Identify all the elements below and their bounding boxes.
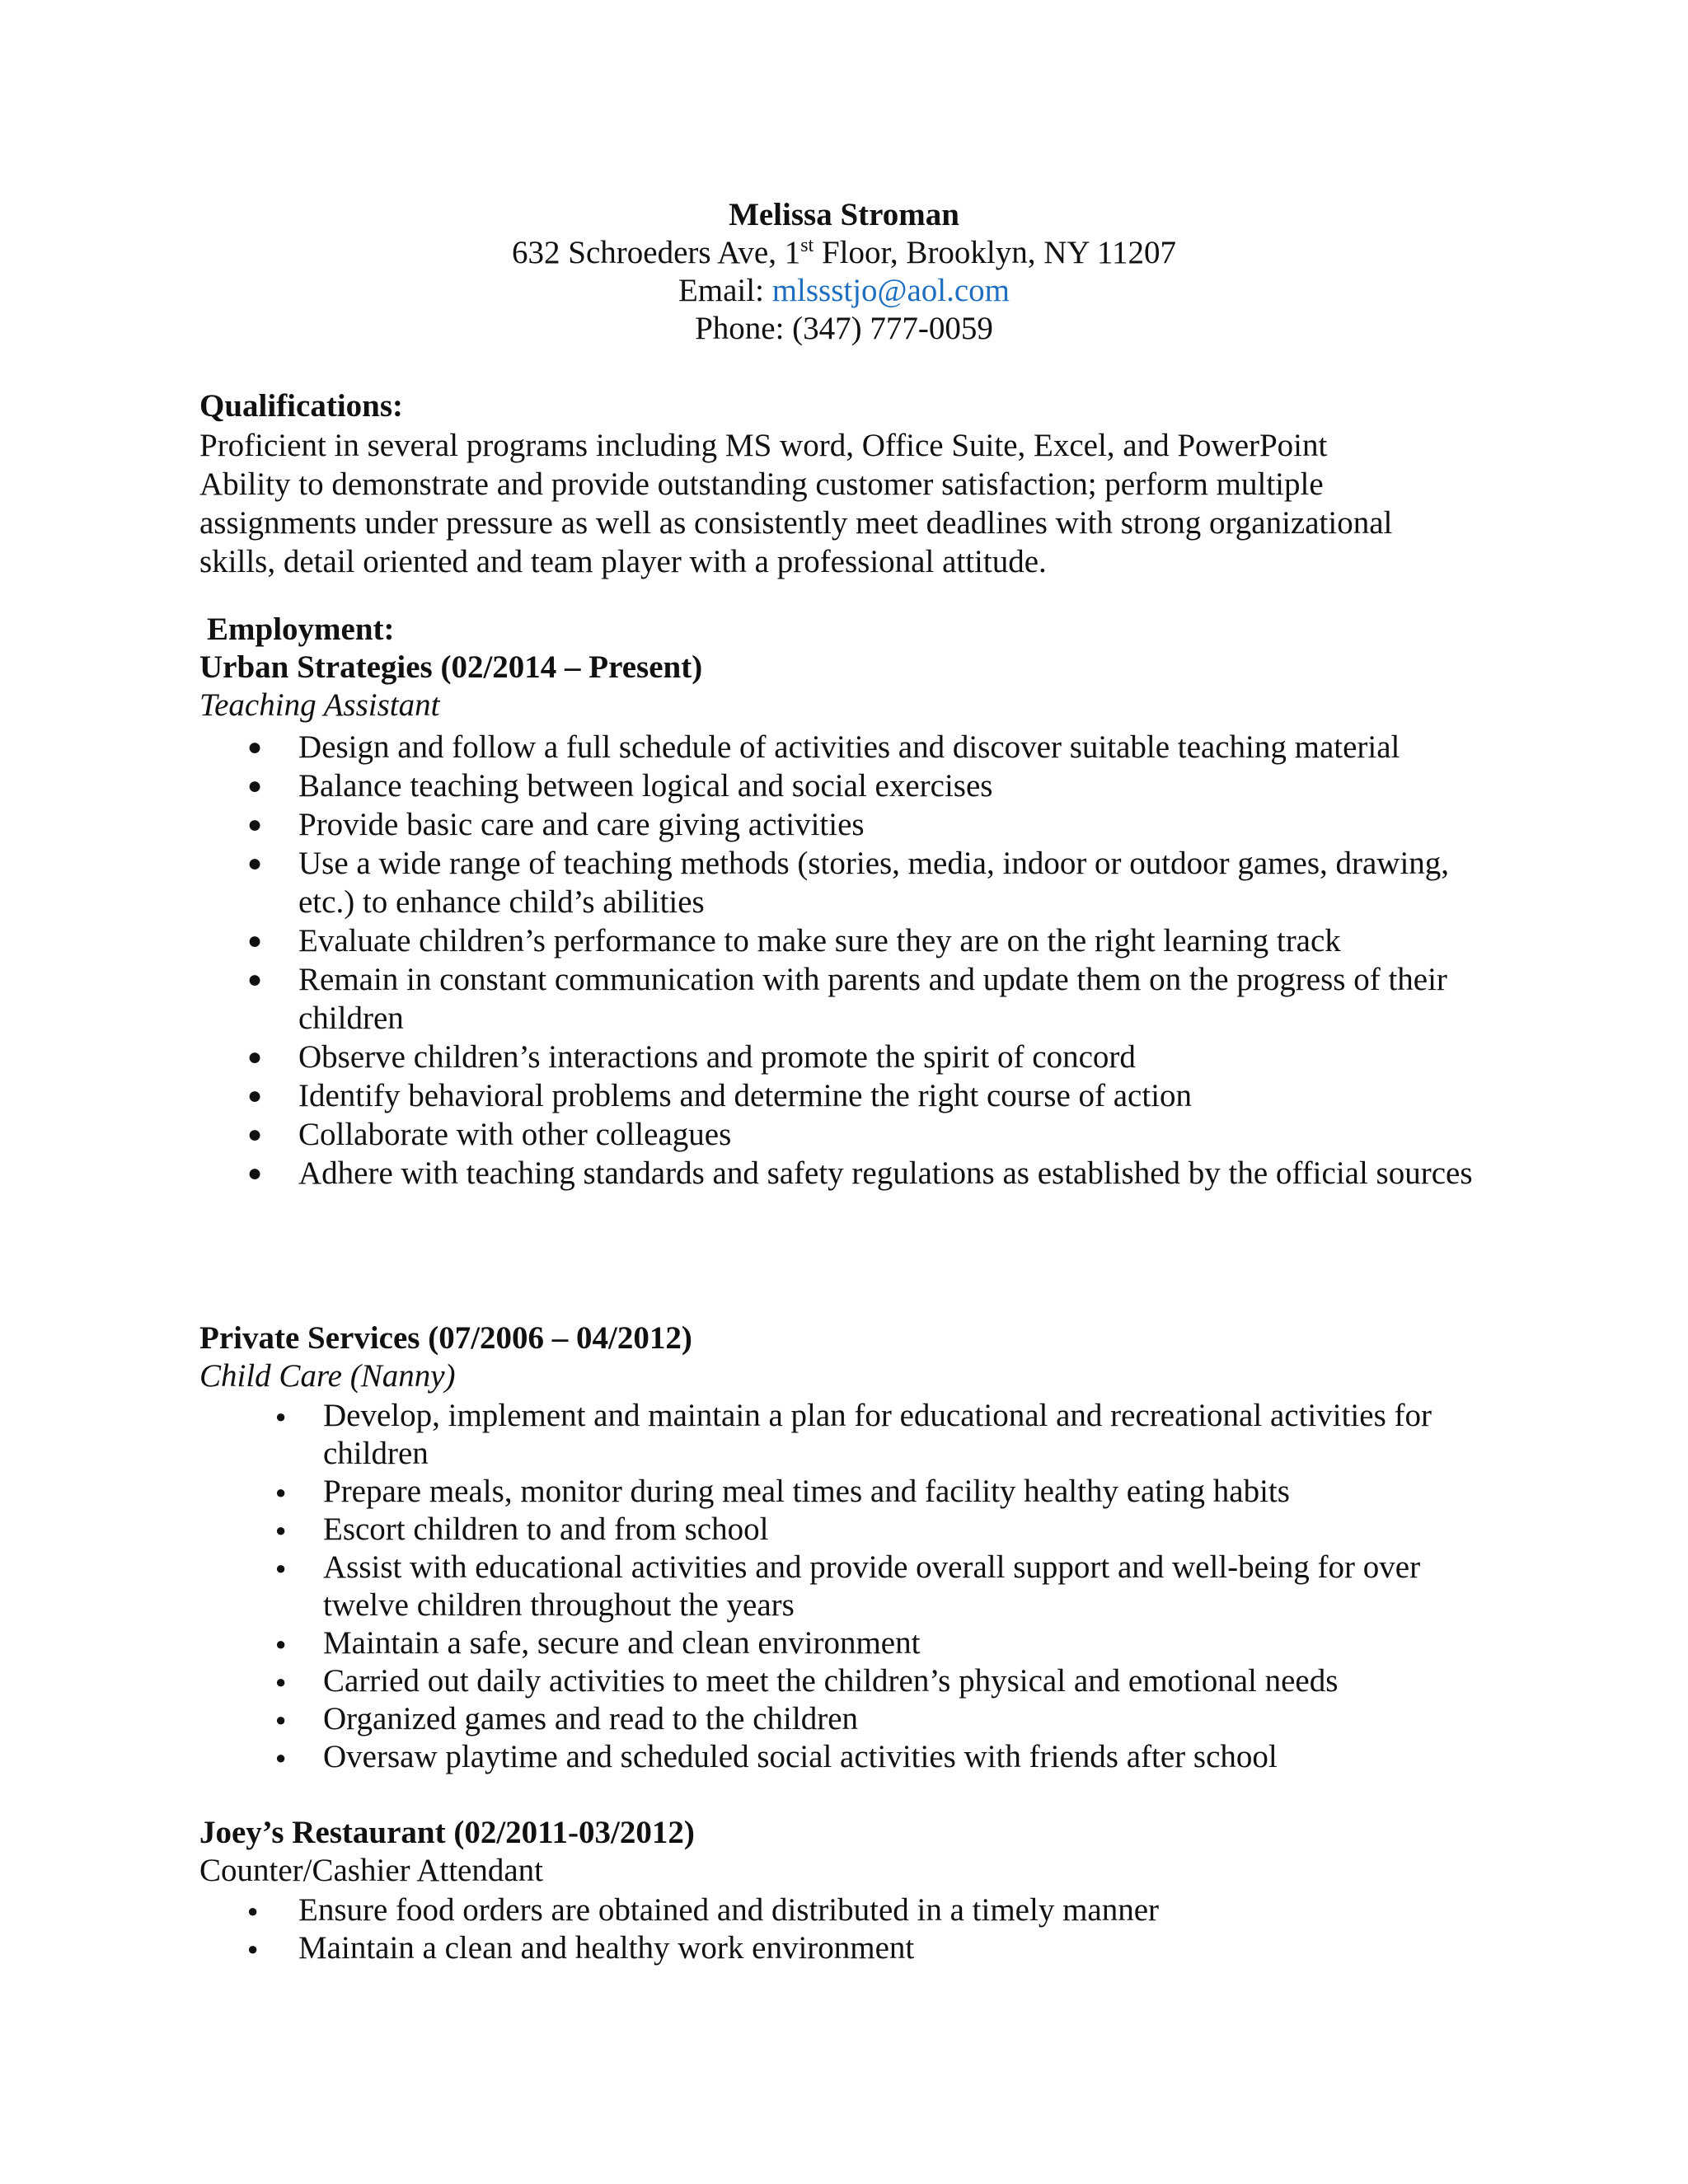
job-role-counter-cashier: Counter/Cashier Attendant [199,1853,544,1888]
qualification-line: assignments under pressure as well as consistently meet deadlines with strong organizational [199,505,1393,541]
list-item: ● Use a wide range of teaching methods (stories, media, indoor or outdoor games, drawing, etc.) to enhance child’s abilities [247,846,1450,920]
address-rest: Floor, Brooklyn, NY 11207 [814,235,1176,270]
list-item: ● Balance teaching between logical and social exercises [247,768,993,804]
bullet-icon: ● [247,1121,263,1148]
address-main: 632 Schroeders Ave, 1 [512,235,801,270]
bullet-icon: ● [247,811,263,838]
bullet-icon: ● [275,1520,287,1540]
job-title-private-services: Private Services (07/2006 – 04/2012) [199,1320,692,1356]
address-line [0,234,1688,272]
qualification-line: Ability to demonstrate and provide outstanding customer satisfaction; perform multiple [199,466,1324,502]
list-item: ● Adhere with teaching standards and safety regulations as established by the official sources [247,1155,1473,1191]
list-item: ● Organized games and read to the children [323,1700,1485,1738]
list-item: ● Provide basic care and care giving activities [247,807,865,842]
list-item: ● Observe children’s interactions and promote the spirit of concord [247,1039,1136,1075]
job-duties-joeys-restaurant [247,1891,1485,1967]
email-link[interactable]: mlssstjo@aol.com [771,273,1010,308]
phone-line: Phone: (347) 777-0059 [695,311,993,346]
job-duties-private-services [275,1397,1485,1776]
list-item: ● Collaborate with other colleagues [247,1117,732,1152]
list-item: ● Oversaw playtime and scheduled social activities with friends after school [323,1738,1485,1776]
bullet-icon: ● [275,1558,287,1578]
list-item: ● Prepare meals, monitor during meal times and facility healthy eating habits [323,1473,1485,1511]
bullet-icon: ● [247,772,263,799]
list-item: ● Maintain a safe, secure and clean environment [323,1624,1485,1662]
list-item: ● Escort children to and from school [323,1511,1485,1549]
list-item: ● Maintain a clean and healthy work environment [298,1929,1485,1967]
list-item: ● Ensure food orders are obtained and distributed in a timely manner [298,1891,1485,1929]
job-title-joeys-restaurant: Joey’s Restaurant (02/2011-03/2012) [199,1815,695,1850]
list-item: ● Design and follow a full schedule of activities and discover suitable teaching material [247,729,1400,765]
list-item: ● Identify behavioral problems and determine the right course of action [247,1078,1193,1113]
bullet-icon: ● [247,966,263,993]
bullet-icon: ● [275,1747,287,1768]
bullet-icon: ● [247,927,263,954]
bullet-icon: ● [247,1160,263,1187]
bullet-icon: ● [247,1082,263,1109]
list-item: ● Remain in constant communication with parents and update them on the progress of their children [247,962,1447,1036]
qualification-line: skills, detail oriented and team player with a professional attitude. [199,544,1047,579]
bullet-icon: ● [247,850,263,877]
qualifications-heading: Qualifications: [199,388,404,424]
job-role-child-care: Child Care (Nanny) [199,1358,456,1394]
address-superscript: st [800,235,814,256]
bullet-icon: ● [247,1938,259,1959]
list-item: ● Develop, implement and maintain a plan for educational and recreational activities for children [275,1398,1432,1471]
email-line [0,272,1688,310]
list-item: ● Assist with educational activities and provide overall support and well-being for over twelve children throughout the years [275,1549,1421,1623]
bullet-icon: ● [275,1406,287,1427]
job-duties-urban-strategies [247,728,1485,1193]
email-label: Email: [678,273,772,308]
qualification-line: Proficient in several programs including MS word, Office Suite, Excel, and PowerPoint [199,428,1328,463]
job-role-teaching-assistant: Teaching Assistant [199,687,440,723]
bullet-icon: ● [275,1633,287,1654]
list-item: ● Carried out daily activities to meet the children’s physical and emotional needs [323,1662,1485,1700]
job-title-urban-strategies: Urban Strategies (02/2014 – Present) [199,649,703,685]
candidate-name: Melissa Stroman [729,197,959,232]
qualifications-text [199,426,1392,581]
bullet-icon: ● [275,1482,287,1502]
bullet-icon: ● [247,1043,263,1071]
employment-heading: Employment: [207,612,395,647]
bullet-icon: ● [247,733,263,761]
list-item: ● Evaluate children’s performance to make sure they are on the right learning track [247,923,1341,958]
bullet-icon: ● [275,1709,287,1730]
bullet-icon: ● [247,1900,259,1921]
bullet-icon: ● [275,1671,287,1692]
